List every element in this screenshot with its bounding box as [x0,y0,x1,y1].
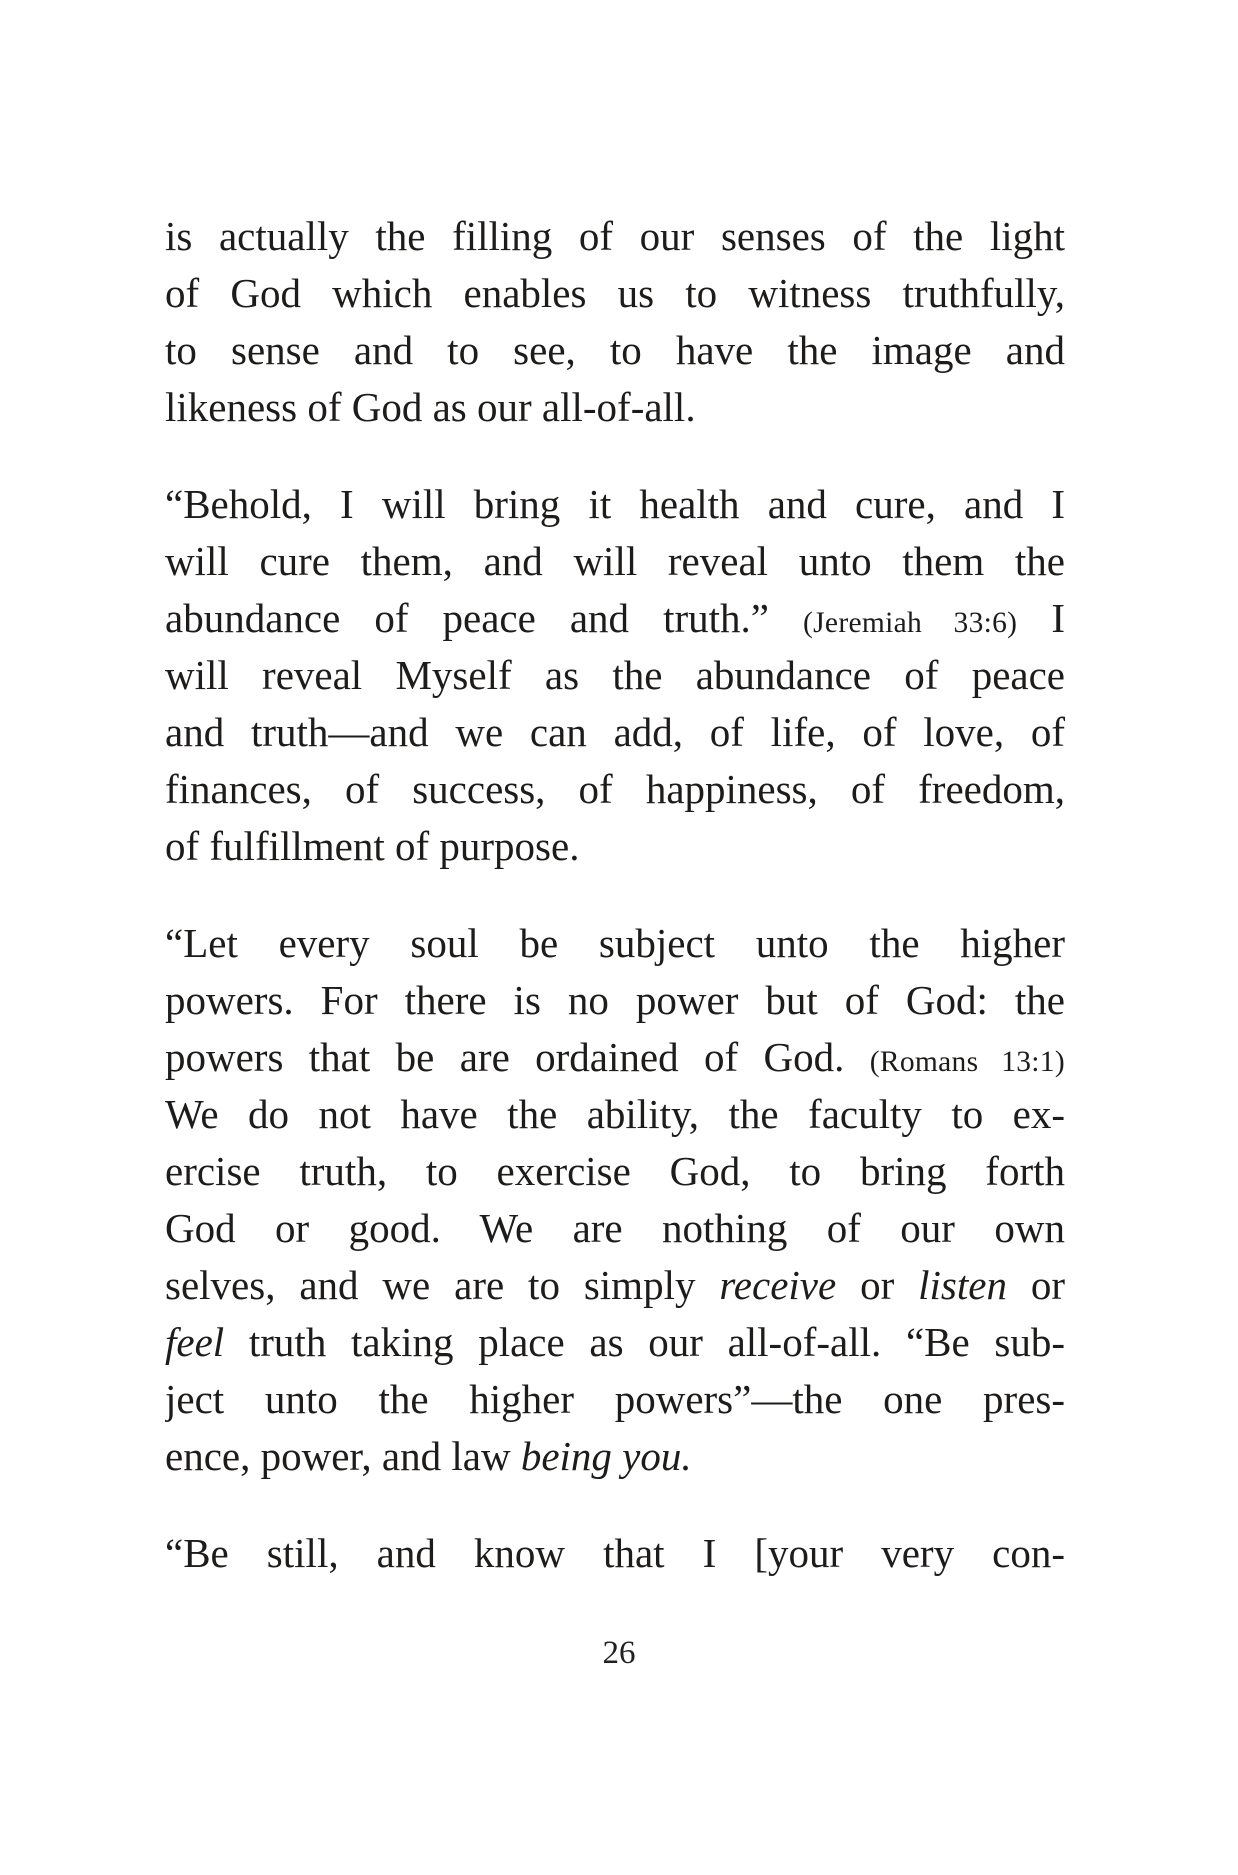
page-number: 26 [602,1635,636,1671]
text-segment: to sense and to see, to have the image and [165,327,1065,373]
italic-text: listen [918,1262,1007,1308]
text-segment: We do not have the ability, the faculty to ex- [165,1091,1065,1137]
italic-text: receive [719,1262,837,1308]
text-segment: likeness of God as our all-of-all. [165,384,696,430]
text-line [165,1029,1065,1086]
text-line [165,818,1065,875]
text-line [165,1525,1065,1582]
text-line [165,1200,1065,1257]
text-line [165,1428,1065,1485]
text-segment: ence, power, and law [165,1433,521,1479]
paragraph [165,208,1065,436]
text-segment: ject unto the higher powers”—the one pres- [165,1376,1065,1422]
text-segment: truth taking place as our all-of-all. “Be sub- [224,1319,1065,1365]
text-segment: of God which enables us to witness truthfully, [165,270,1065,316]
text-segment: or [1006,1262,1065,1308]
text-segment: powers. For there is no power but of God: the [165,977,1065,1023]
text-segment: “Let every soul be subject unto the higher [165,920,1065,966]
text-line [165,208,1065,265]
text-segment: powers that be are ordained of God. [165,1034,870,1080]
text-segment: will reveal Myself as the abundance of peace [165,652,1065,698]
text-line [165,476,1065,533]
text-segment: of fulfillment of purpose. [165,823,580,869]
text-segment: finances, of success, of happiness, of freedom, [165,766,1065,812]
text-segment: selves, and we are to simply [165,1262,720,1308]
paragraph [165,915,1065,1485]
text-line [165,1143,1065,1200]
text-line [165,704,1065,761]
scripture-reference: (Jeremiah 33:6) [803,607,1018,639]
text-segment: “Be still, and know that I [your very con- [165,1530,1065,1576]
text-line [165,647,1065,704]
text-segment: abundance of peace and truth.” [165,595,804,641]
text-segment: ercise truth, to exercise God, to bring forth [165,1148,1065,1194]
text-segment: God or good. We are nothing of our own [165,1205,1065,1251]
text-line [165,533,1065,590]
text-segment: and truth—and we can add, of life, of love, of [165,709,1065,755]
scripture-reference: (Romans 13:1) [869,1046,1065,1078]
text-segment: will cure them, and will reveal unto them the [165,538,1065,584]
text-line [165,1371,1065,1428]
text-line [165,1257,1065,1314]
paragraph [165,1525,1065,1582]
text-line [165,1314,1065,1371]
text-segment: I [1017,595,1065,641]
italic-text: being you. [520,1433,692,1479]
text-line [165,915,1065,972]
text-line [165,590,1065,647]
text-line [165,972,1065,1029]
text-segment: or [836,1262,919,1308]
text-line [165,761,1065,818]
text-line [165,379,1065,436]
text-line [165,1086,1065,1143]
italic-text: feel [165,1319,225,1365]
paragraph [165,476,1065,875]
text-segment: “Behold, I will bring it health and cure, and I [165,481,1065,527]
text-line [165,322,1065,379]
text-line [165,265,1065,322]
text-segment: is actually the filling of our senses of the light [165,213,1065,259]
body-text [165,208,1065,1582]
